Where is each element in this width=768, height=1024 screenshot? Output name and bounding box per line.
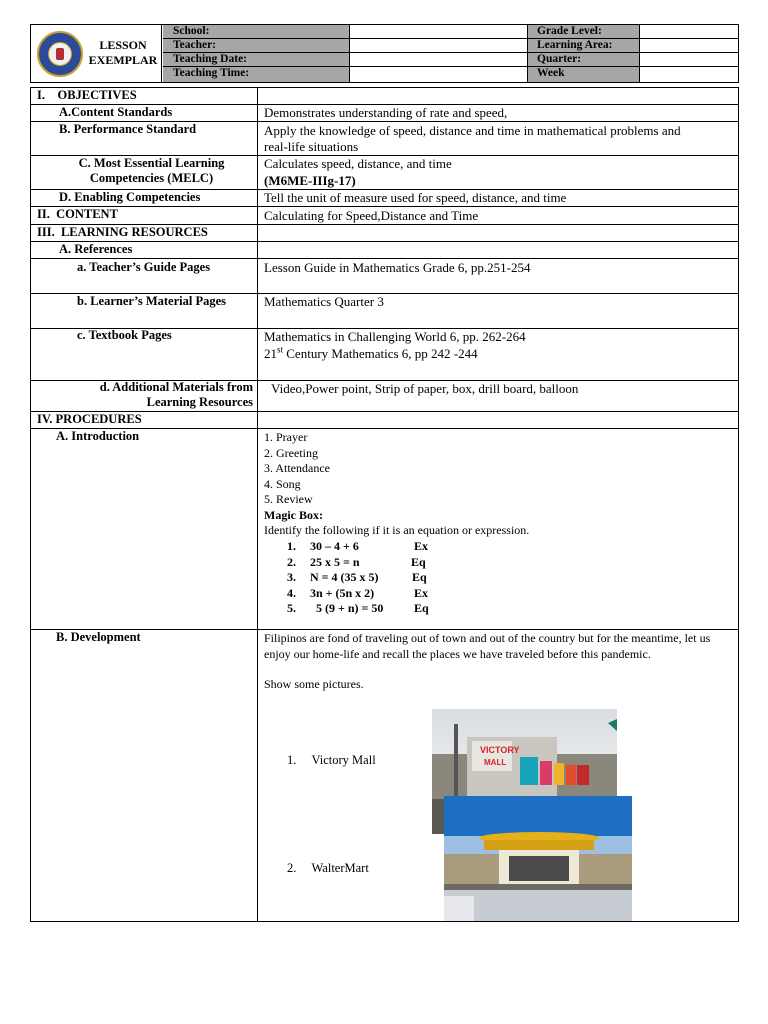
intro-item-review: 5. Review [264, 492, 313, 506]
question-expression: 25 x 5 = n [310, 554, 360, 569]
week-label: Week [537, 67, 565, 79]
question-expression: 5 (9 + n) = 50 [310, 601, 384, 615]
grade-level-label: Grade Level: [528, 25, 639, 39]
procedures-heading: IV. PROCEDURES [37, 412, 142, 426]
header-table [30, 24, 739, 83]
school-label: School: [163, 25, 349, 39]
intro-list [264, 430, 724, 539]
melc-value: Calculates speed, distance, and time [264, 156, 452, 171]
doc-title: LESSON EXEMPLAR [88, 38, 158, 67]
lm-pages-label: b. Learner’s Material Pages [77, 294, 227, 308]
lesson-table [30, 87, 739, 922]
right-value-column [639, 25, 738, 82]
question-expression: 3n + (5n x 2) [310, 585, 375, 600]
melc-code: (M6ME-IIIg-17) [264, 173, 356, 188]
textbook-value-2-num: 21 [264, 346, 277, 361]
teacher-label: Teacher: [163, 39, 349, 53]
content-value: Calculating for Speed,Distance and Time [264, 208, 479, 223]
references-label: A. References [59, 242, 133, 256]
seal-emblem [48, 42, 72, 66]
development-text: Filipinos are fond of traveling out of town and out of the country but for the meantime, let us enjoy our home-life and recall the places we have traveled before this pandemic. [264, 631, 711, 661]
place-item-1 [287, 753, 447, 769]
tg-pages-value: Lesson Guide in Mathematics Grade 6, pp.251-254 [264, 260, 531, 275]
teacher-value [350, 39, 528, 53]
lm-pages-value: Mathematics Quarter 3 [264, 294, 384, 309]
question-answer: Ex [414, 539, 429, 553]
magic-box-instruction: Identify the following if it is an equation or expression. [264, 523, 530, 537]
objectives-heading: I. OBJECTIVES [37, 88, 137, 102]
textbook-value-2-rest: Century Mathematics 6, pp 242 -244 [283, 346, 478, 361]
question-number: 3. [287, 570, 296, 584]
question-number: 5. [287, 601, 296, 615]
content-standards-value: Demonstrates understanding of rate and speed, [264, 105, 508, 120]
column-divider [257, 88, 258, 921]
intro-item-attendance: 3. Attendance [264, 461, 330, 475]
intro-item-song: 4. Song [264, 476, 301, 491]
teaching-time-label: Teaching Time: [173, 67, 250, 79]
enabling-value: Tell the unit of measure used for speed, distance, and time [264, 190, 567, 205]
question-answer: Eq [414, 601, 429, 615]
question-answer: Eq [412, 570, 427, 584]
question-row [287, 570, 587, 586]
textbook-value-2 [264, 346, 734, 362]
development-show: Show some pictures. [264, 677, 364, 691]
grade-level-value [640, 25, 739, 39]
textbook-label: c. Textbook Pages [77, 328, 172, 342]
melc-label: C. Most Essential Learning Competencies (MELC) [78, 156, 225, 185]
logo-cell [31, 25, 162, 82]
left-value-column [349, 25, 528, 82]
deped-seal-icon [37, 31, 83, 77]
additional-value: Video,Power point, Strip of paper, box, drill board, balloon [271, 381, 579, 396]
question-row [287, 601, 587, 617]
tg-pages-label: a. Teacher’s Guide Pages [77, 260, 211, 274]
school-value [350, 25, 528, 39]
waltermart-illustration [444, 796, 632, 921]
place-number: 2. [287, 861, 297, 875]
question-row [287, 555, 587, 571]
question-row [287, 539, 587, 555]
textbook-value-2-sup: st [277, 344, 284, 355]
svg-text:VICTORY: VICTORY [480, 745, 520, 755]
additional-label: d. Additional Materials from Learning Resources [99, 380, 253, 409]
teaching-date-value [350, 53, 528, 67]
intro-item-greeting: 2. Greeting [264, 445, 318, 460]
quarter-value [640, 53, 739, 67]
enabling-label: D. Enabling Competencies [59, 190, 201, 204]
place-name: Victory Mall [311, 753, 376, 767]
waltermart-photo [444, 796, 632, 921]
content-heading: II. CONTENT [37, 207, 118, 221]
question-number: 2. [287, 554, 296, 569]
textbook-value-1: Mathematics in Challenging World 6, pp. 262-264 [264, 329, 526, 344]
performance-standard-label: B. Performance Standard [59, 122, 197, 136]
learning-area-label: Learning Area: [528, 39, 639, 53]
intro-item-prayer: 1. Prayer [264, 430, 308, 444]
svg-text:MALL: MALL [484, 758, 507, 767]
performance-standard-value: Apply the knowledge of speed, distance and time in mathematical problems and real-life situations [264, 123, 681, 154]
magic-box-questions [287, 539, 587, 617]
question-answer: Ex [414, 585, 429, 600]
teaching-date-label: Teaching Date: [163, 53, 349, 67]
quarter-label: Quarter: [528, 53, 639, 67]
place-name: WalterMart [311, 861, 369, 875]
place-item-2 [287, 861, 447, 877]
resources-heading: III. LEARNING RESOURCES [37, 225, 208, 239]
question-answer: Eq [411, 554, 426, 569]
row-tg-pages [31, 258, 738, 259]
question-row [287, 586, 587, 602]
learning-area-value [640, 39, 739, 53]
question-number: 1. [287, 539, 296, 553]
content-standards-label: A.Content Standards [59, 105, 173, 119]
development-label: B. Development [56, 630, 141, 644]
question-expression: N = 4 (35 x 5) [310, 570, 379, 584]
magic-box-label: Magic Box: [264, 507, 323, 522]
question-expression: 30 – 4 + 6 [310, 539, 359, 553]
place-number: 1. [287, 753, 297, 767]
introduction-label: A. Introduction [56, 429, 140, 443]
question-number: 4. [287, 585, 296, 600]
